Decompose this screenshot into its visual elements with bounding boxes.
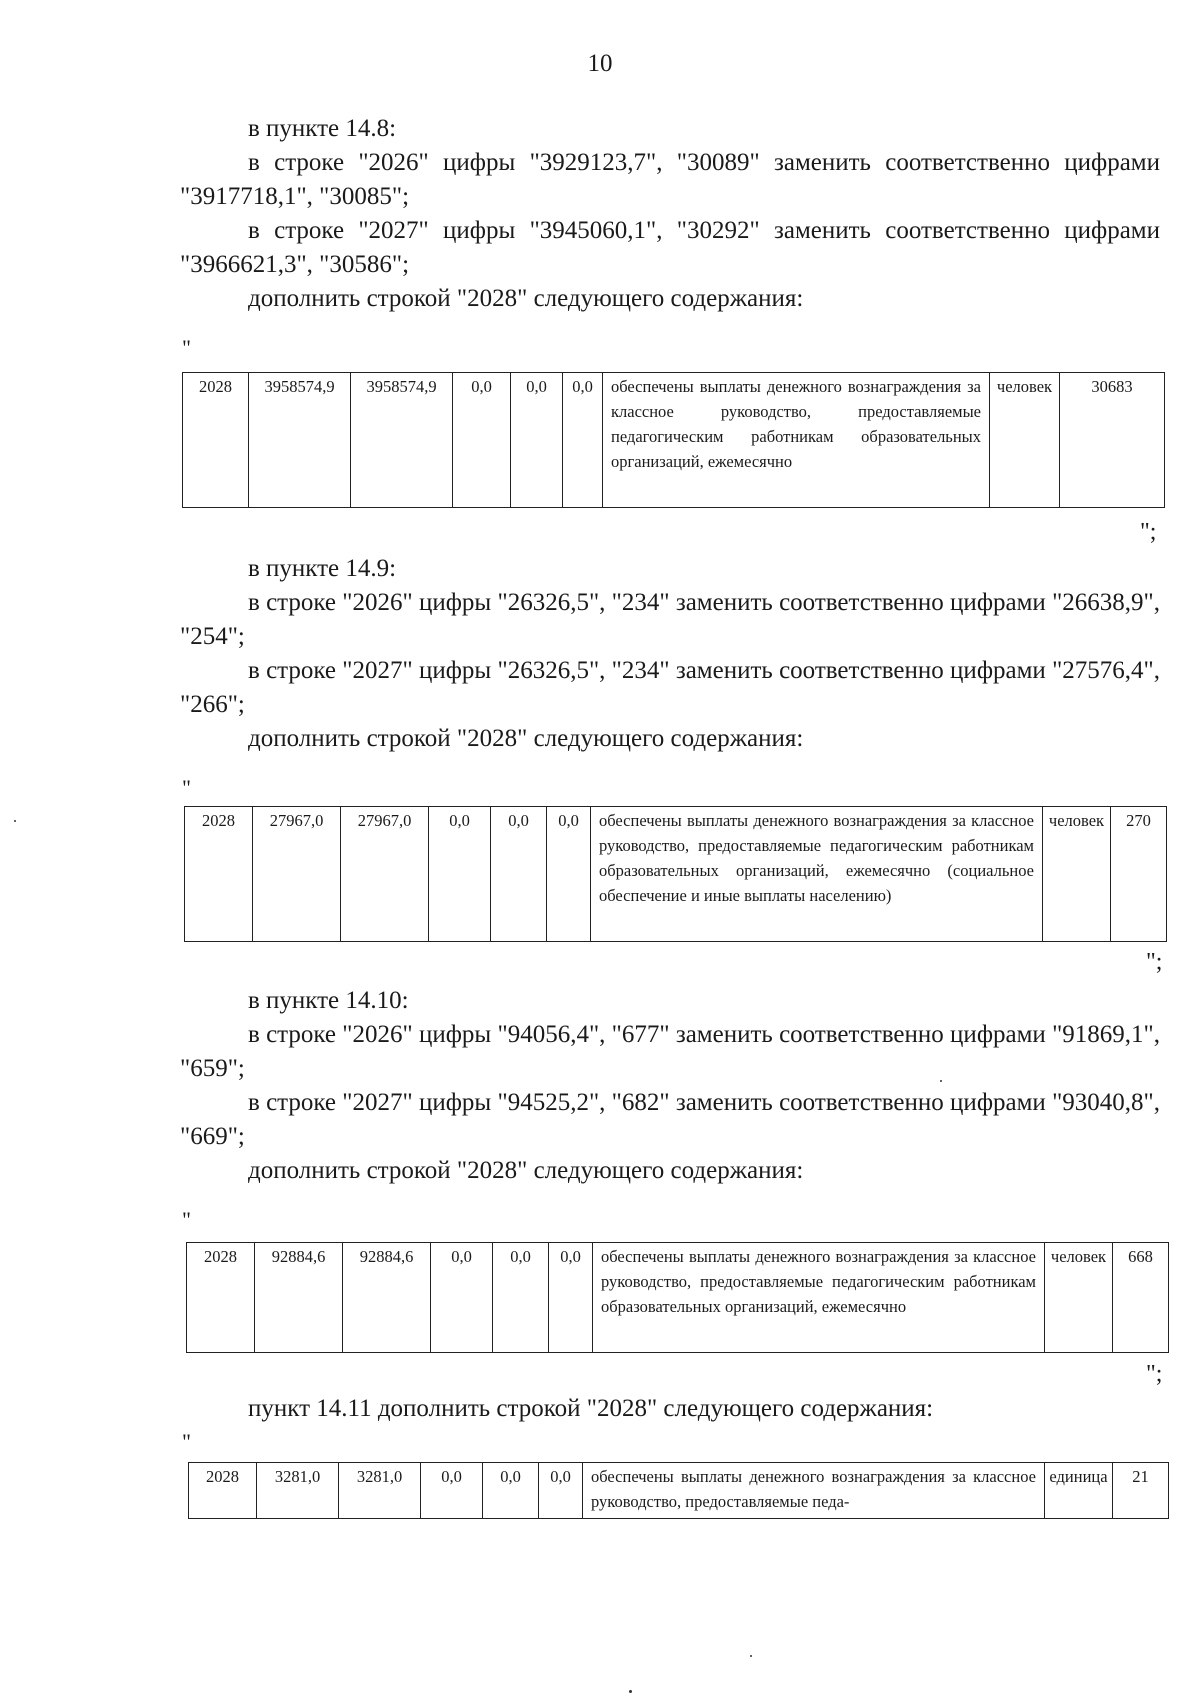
scan-speck — [750, 1655, 752, 1657]
cell-value: 0,0 — [511, 373, 563, 508]
cell-year: 2028 — [183, 373, 249, 508]
close-quote: "; — [1146, 1361, 1163, 1387]
cell-value: 0,0 — [547, 807, 591, 942]
add-row-instruction: дополнить строкой "2028" следующего содержания: — [248, 1157, 804, 1184]
cell-indicator-value: 668 — [1113, 1243, 1169, 1353]
section-14-8-text — [180, 112, 1160, 316]
cell-value: 0,0 — [539, 1463, 583, 1519]
cell-description: обеспечены выплаты денежного вознаграждения за классное руководство, предоставляемые педа- — [583, 1463, 1045, 1519]
replacement-text: в строке "2027" цифры "26326,5", "234" заменить соответственно цифрами "27576,4", "266"; — [180, 657, 1160, 718]
cell-description: обеспечены выплаты денежного вознаграждения за классное руководство, предоставляемые педагогическим работникам образовательных организаций, ежемесячно (социальное обеспечение и иные выплаты населению) — [591, 807, 1043, 942]
replacement-text: в строке "2026" цифры "94056,4", "677" заменить соответственно цифрами "91869,1", "659"; — [180, 1021, 1160, 1082]
replacement-text: в строке "2027" цифры "94525,2", "682" заменить соответственно цифрами "93040,8", "669"; — [180, 1089, 1160, 1150]
replacement-text: в строке "2026" цифры "26326,5", "234" заменить соответственно цифрами "26638,9", "254"; — [180, 589, 1160, 650]
cell-value: 0,0 — [483, 1463, 539, 1519]
cell-value: 0,0 — [429, 807, 491, 942]
cell-value: 0,0 — [431, 1243, 493, 1353]
cell-indicator-value: 21 — [1113, 1463, 1169, 1519]
cell-description: обеспечены выплаты денежного вознаграждения за классное руководство, предоставляемые педагогическим работникам образовательных организаций, ежемесячно — [593, 1243, 1045, 1353]
cell-value: 27967,0 — [341, 807, 429, 942]
add-row-instruction: дополнить строкой "2028" следующего содержания: — [248, 725, 804, 752]
cell-value: 0,0 — [453, 373, 511, 508]
table-row-2028-14-8 — [182, 372, 1165, 508]
cell-value: 3281,0 — [339, 1463, 421, 1519]
cell-description: обеспечены выплаты денежного вознаграждения за классное руководство, предоставляемые педагогическим работникам образовательных организаций, ежемесячно — [603, 373, 990, 508]
section-14-9-text — [180, 552, 1160, 756]
cell-value: 0,0 — [493, 1243, 549, 1353]
table-row-2028-14-11 — [188, 1462, 1169, 1519]
cell-value: 27967,0 — [253, 807, 341, 942]
scan-speck — [940, 1080, 942, 1082]
close-quote: "; — [1140, 519, 1157, 545]
cell-value: 0,0 — [563, 373, 603, 508]
table-row-2028-14-9 — [184, 806, 1167, 942]
cell-indicator-value: 30683 — [1060, 373, 1165, 508]
add-row-instruction: пункт 14.11 дополнить строкой "2028" следующего содержания: — [248, 1395, 934, 1422]
cell-value: 0,0 — [549, 1243, 593, 1353]
cell-value: 92884,6 — [255, 1243, 343, 1353]
cell-value: 3958574,9 — [249, 373, 351, 508]
cell-year: 2028 — [187, 1243, 255, 1353]
cell-indicator-value: 270 — [1111, 807, 1167, 942]
open-quote: " — [182, 1207, 191, 1232]
point-heading: в пункте 14.8: — [248, 115, 397, 142]
close-quote: "; — [1146, 949, 1163, 975]
cell-unit: человек — [990, 373, 1060, 508]
cell-value: 92884,6 — [343, 1243, 431, 1353]
scan-speck — [14, 820, 16, 822]
replacement-text: в строке "2026" цифры "3929123,7", "30089" заменить соответственно цифрами "3917718,1", "30085"; — [180, 149, 1160, 210]
replacement-text: в строке "2027" цифры "3945060,1", "30292" заменить соответственно цифрами "3966621,3", "30586"; — [180, 217, 1160, 278]
add-row-instruction: дополнить строкой "2028" следующего содержания: — [248, 285, 804, 312]
point-heading: в пункте 14.10: — [248, 987, 409, 1014]
section-14-11-text — [180, 1392, 1160, 1426]
scan-speck — [629, 1690, 632, 1693]
cell-unit: человек — [1043, 807, 1111, 942]
cell-value: 0,0 — [421, 1463, 483, 1519]
open-quote: " — [182, 335, 191, 360]
cell-year: 2028 — [189, 1463, 257, 1519]
cell-value: 3958574,9 — [351, 373, 453, 508]
cell-value: 0,0 — [491, 807, 547, 942]
cell-unit: единица — [1045, 1463, 1113, 1519]
open-quote: " — [182, 775, 191, 800]
cell-value: 3281,0 — [257, 1463, 339, 1519]
table-row-2028-14-10 — [186, 1242, 1169, 1353]
cell-year: 2028 — [185, 807, 253, 942]
section-14-10-text — [180, 984, 1160, 1188]
cell-unit: человек — [1045, 1243, 1113, 1353]
point-heading: в пункте 14.9: — [248, 555, 397, 582]
open-quote: " — [182, 1429, 191, 1454]
page-number: 10 — [587, 50, 613, 77]
